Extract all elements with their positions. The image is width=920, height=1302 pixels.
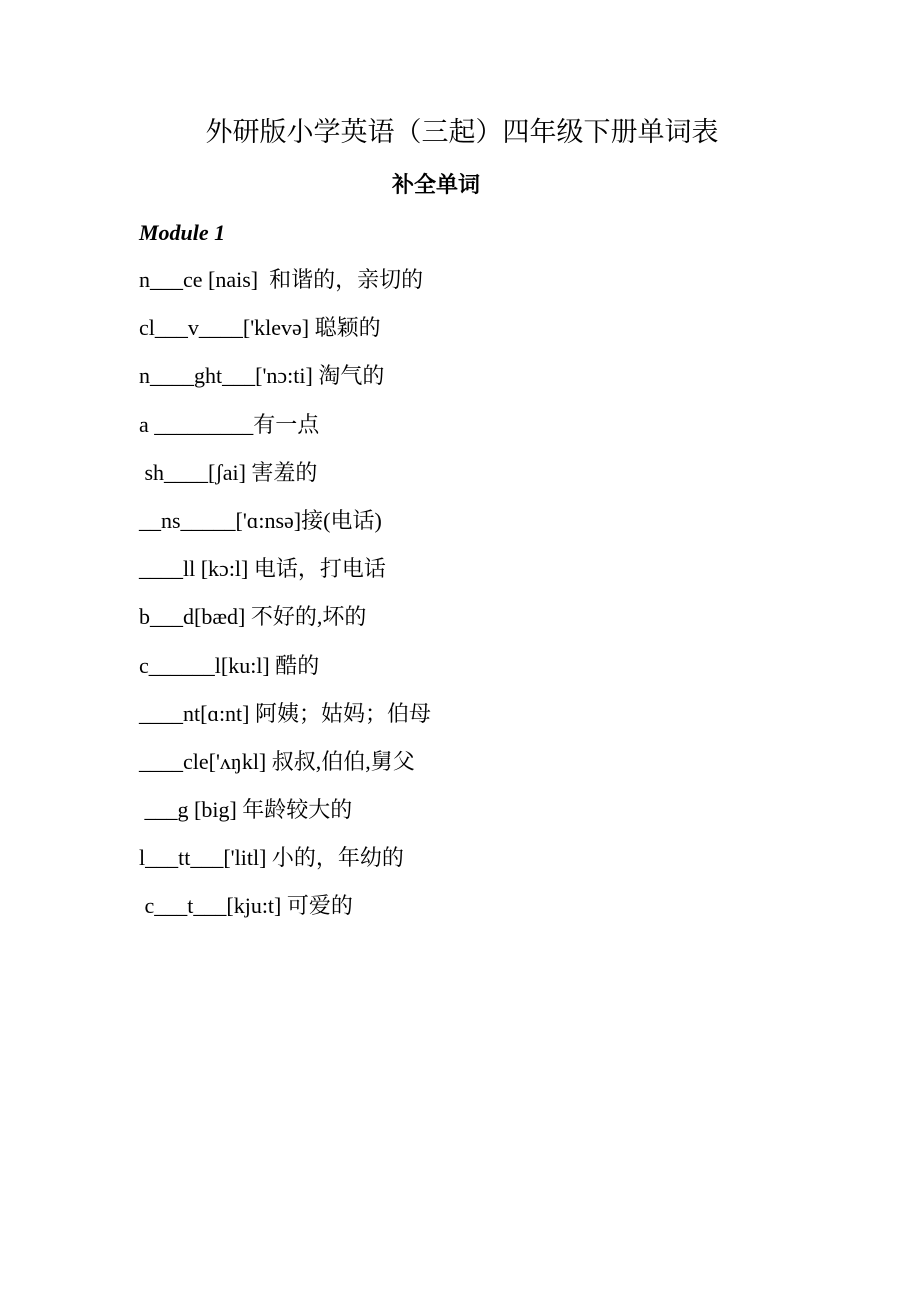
word-list xyxy=(139,263,431,938)
word-entry: n___ce [nais] 和谐的，亲切的 xyxy=(139,267,424,292)
word-entry: c___t___[kju:t] 可爱的 xyxy=(139,893,353,919)
word-entry: __ns_____['ɑ:nsə]接(电话) xyxy=(139,507,382,533)
word-entry: cl___v____['klevə] 聪颖的 xyxy=(139,315,381,341)
word-entry: sh____[ʃai] 害羞的 xyxy=(139,459,318,485)
document-subtitle: 补全单词 xyxy=(391,172,480,197)
word-entry: ____ll [kɔ:l] 电话，打电话 xyxy=(139,556,386,582)
document-title: 外研版小学英语（三起）四年级下册单词表 xyxy=(205,117,719,147)
word-entry: n____ght___['nɔ:ti] 淘气的 xyxy=(139,363,385,389)
word-entry: ___g [big] 年龄较大的 xyxy=(139,797,353,823)
word-entry: a _________有一点 xyxy=(139,411,320,437)
word-entry: b___d[bæd] 不好的,坏的 xyxy=(139,604,367,630)
word-entry: ____nt[ɑ:nt] 阿姨；姑妈；伯母 xyxy=(139,700,431,726)
word-entry: l___tt___['litl] 小的，年幼的 xyxy=(139,845,404,871)
word-entry: c______l[ku:l] 酷的 xyxy=(139,652,320,678)
module-heading: Module 1 xyxy=(139,220,226,245)
word-entry: ____cle['ʌŋkl] 叔叔,伯伯,舅父 xyxy=(139,748,415,774)
